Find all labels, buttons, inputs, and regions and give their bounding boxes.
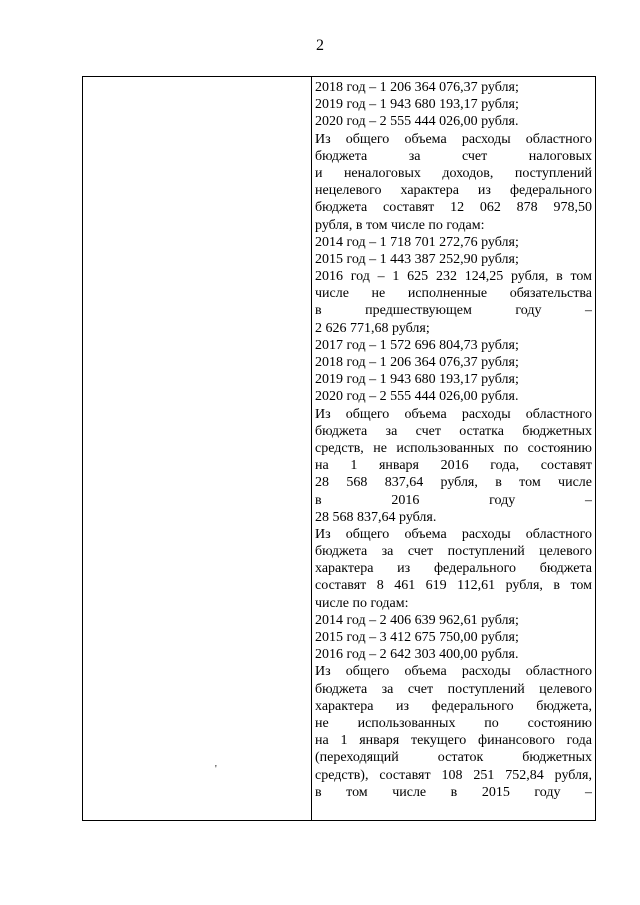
text-line: бюджета за счет остатка бюджетных	[315, 423, 592, 439]
text-line: бюджета за счет налоговых	[315, 148, 592, 164]
text-line: Из общего объема расходы областного	[315, 406, 592, 422]
text-line: (переходящий остаток бюджетных	[315, 750, 592, 766]
text-line: бюджета за счет поступлений целевого	[315, 681, 592, 697]
text-line: Из общего объема расходы областного	[315, 664, 592, 680]
text-line: характера из федерального бюджета,	[315, 698, 592, 714]
text-line: бюджета составят 12 062 878 978,50	[315, 200, 592, 216]
text-line: 28 568 837,64 рубля.	[315, 509, 437, 525]
text-line: 2 626 771,68 рубля;	[315, 320, 430, 336]
text-line: характера из федерального бюджета	[315, 561, 592, 577]
text-line: 2019 год – 1 943 680 193,17 рубля;	[315, 97, 519, 113]
text-line: средств, не использованных по состоянию	[315, 440, 592, 456]
text-line: 2018 год – 1 206 364 076,37 рубля;	[315, 355, 519, 370]
text-line: 2018 год – 1 206 364 076,37 рубля;	[315, 80, 519, 95]
text-line: составят 8 461 619 112,61 рубля, в том	[315, 578, 592, 594]
text-line: Из общего объема расходы областного	[315, 131, 592, 147]
column-divider	[311, 77, 312, 820]
text-line: 2015 год – 1 443 387 252,90 рубля;	[315, 251, 519, 267]
text-line: средств), составят 108 251 752,84 рубля,	[315, 767, 592, 783]
stray-mark: '	[215, 764, 217, 775]
text-line: бюджета за счет поступлений целевого	[315, 544, 592, 560]
text-line: в предшествующем году –	[315, 303, 592, 319]
text-line: в том числе в 2015 году –	[315, 784, 592, 800]
text-line: не использованных по состоянию	[315, 715, 592, 731]
text-line: на 1 января текущего финансового года	[315, 733, 592, 749]
text-line: 2020 год – 2 555 444 026,00 рубля.	[315, 389, 519, 405]
text-line: 2014 год – 1 718 701 272,76 рубля;	[315, 234, 519, 250]
text-line: 2017 год – 1 572 696 804,73 рубля;	[315, 337, 519, 353]
text-line: и неналоговых доходов, поступлений	[315, 165, 592, 181]
text-line: 2015 год – 3 412 675 750,00 рубля;	[315, 630, 519, 645]
text-line: числе не исполненные обязательства	[315, 286, 592, 302]
text-line: нецелевого характера из федерального	[315, 183, 592, 199]
text-line: Из общего объема расходы областного	[315, 526, 592, 542]
text-line: 28 568 837,64 рубля, в том числе	[315, 475, 592, 491]
text-line: числе по годам:	[315, 595, 409, 611]
page-number: 2	[316, 37, 324, 54]
text-line: 2016 год – 2 642 303 400,00 рубля.	[315, 647, 519, 663]
document-table	[82, 76, 596, 821]
text-line: 2020 год – 2 555 444 026,00 рубля.	[315, 114, 519, 130]
text-line: в 2016 году –	[315, 492, 592, 508]
text-line: 2016 год – 1 625 232 124,25 рубля, в том	[315, 269, 592, 285]
text-line: 2014 год – 2 406 639 962,61 рубля;	[315, 612, 519, 628]
text-line: рубля, в том числе по годам:	[315, 217, 485, 233]
text-line: 2019 год – 1 943 680 193,17 рубля;	[315, 372, 519, 388]
table-right-cell	[315, 79, 592, 801]
text-line: на 1 января 2016 года, составят	[315, 458, 592, 474]
